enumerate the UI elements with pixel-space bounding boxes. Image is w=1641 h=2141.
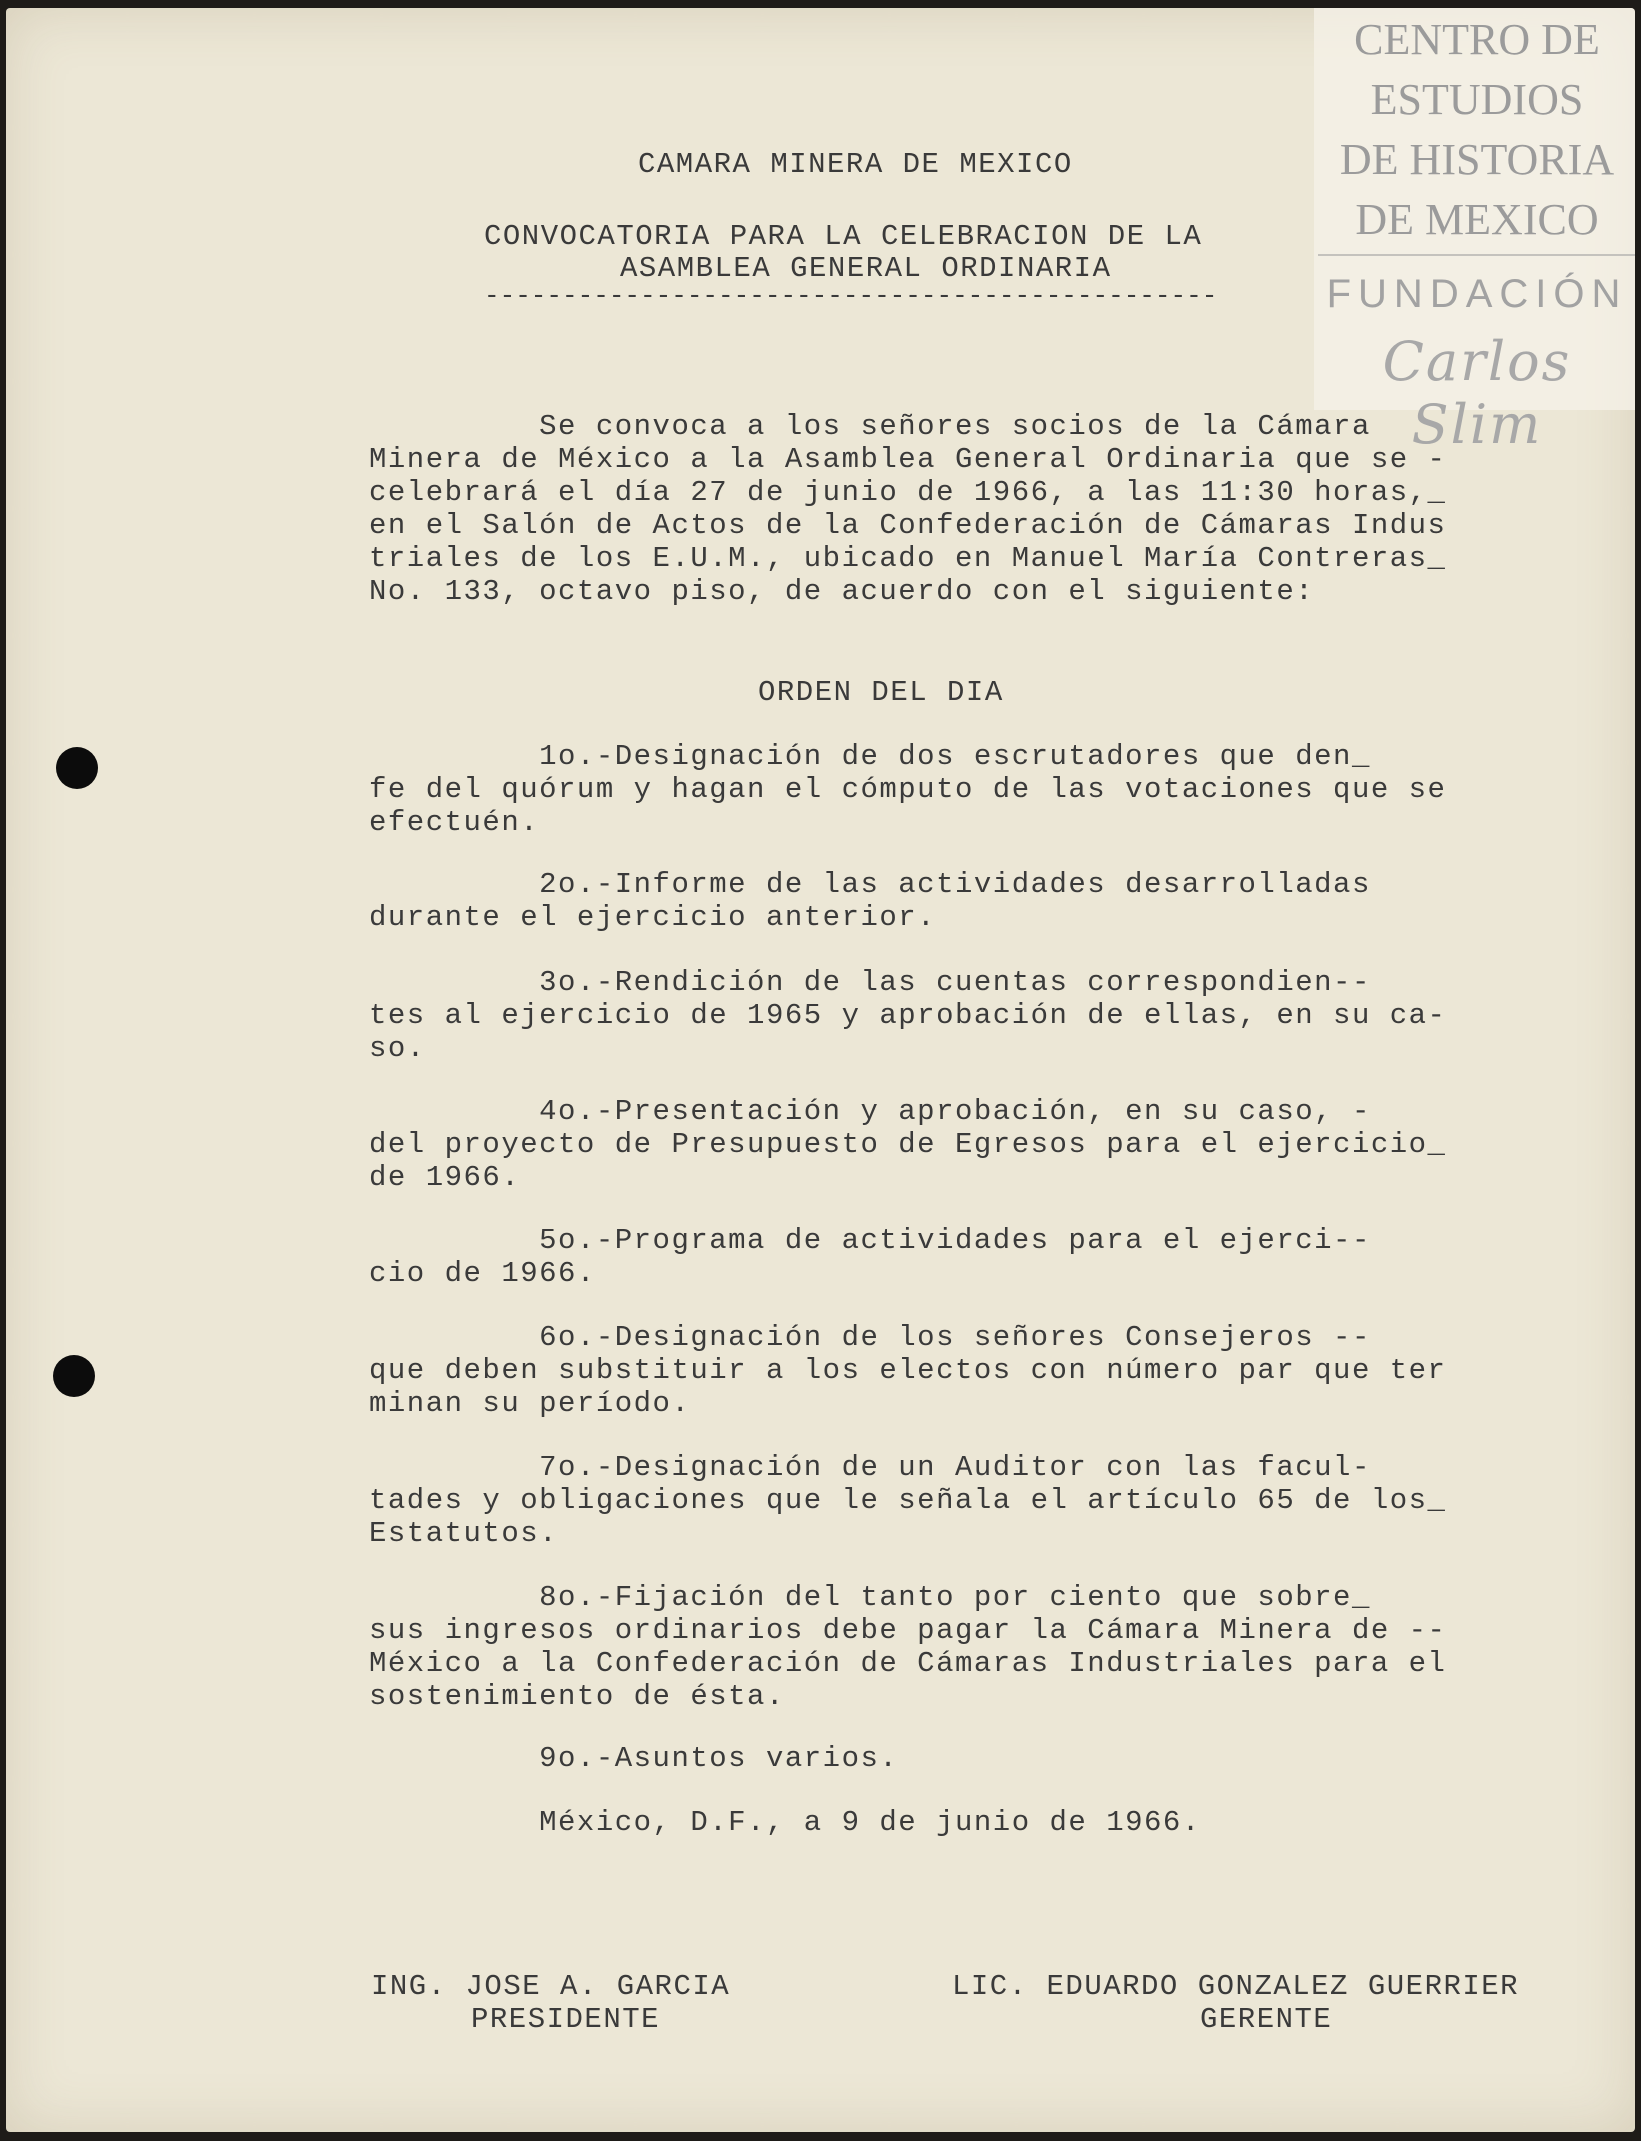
intro-line: celebrará el día 27 de junio de 1966, a las 11:30 horas,_ xyxy=(369,476,1447,509)
agenda-item-2-line: 2o.-Informe de las actividades desarrolladas xyxy=(369,868,1371,901)
intro-line: triales de los E.U.M., ubicado en Manuel María Contreras_ xyxy=(369,542,1447,575)
agenda-item-4 xyxy=(369,1095,1446,1194)
agenda-item-2 xyxy=(369,868,1371,934)
agenda-item-8-line: sus ingresos ordinarios debe pagar la Cámara Minera de -- xyxy=(369,1614,1447,1647)
agenda-item-1 xyxy=(369,740,1446,839)
agenda-item-7 xyxy=(369,1451,1446,1550)
document-page xyxy=(6,8,1635,2132)
watermark-line-4: DE MEXICO xyxy=(1355,195,1599,244)
signer-right-name: LIC. EDUARDO GONZALEZ GUERRIER xyxy=(952,1970,1520,2003)
archive-watermark xyxy=(1314,8,1635,456)
watermark-divider xyxy=(1318,254,1635,256)
watermark-fundacion: FUNDACIÓN xyxy=(1326,272,1628,316)
agenda-item-3 xyxy=(369,966,1446,1065)
agenda-item-1-line: efectuén. xyxy=(369,806,540,839)
date-line: México, D.F., a 9 de junio de 1966. xyxy=(369,1806,1201,1839)
watermark-line-2: ESTUDIOS xyxy=(1370,75,1584,124)
agenda-item-7-line: tades y obligaciones que le señala el artículo 65 de los_ xyxy=(369,1484,1447,1517)
agenda-item-6-line: minan su período. xyxy=(369,1387,691,1420)
intro-line: Se convoca a los señores socios de la Cámara xyxy=(369,410,1371,443)
intro-line: en el Salón de Actos de la Confederación de Cámaras Indus xyxy=(369,509,1447,542)
document-title-line-1: CONVOCATORIA PARA LA CELEBRACION DE LA xyxy=(484,220,1203,253)
watermark-line-1: CENTRO DE xyxy=(1354,15,1600,64)
watermark-signature: Carlos Slim xyxy=(1382,330,1572,456)
agenda-item-6 xyxy=(369,1321,1446,1420)
agenda-item-3-line: so. xyxy=(369,1032,426,1065)
agenda-item-6-line: 6o.-Designación de los señores Consejeros -- xyxy=(369,1321,1371,1354)
agenda-item-8-line: sostenimiento de ésta. xyxy=(369,1680,785,1713)
signer-right-title: GERENTE xyxy=(1200,2003,1333,2036)
title-rule: ----------------------------------------------- xyxy=(484,281,1218,311)
agenda-item-2-line: durante el ejercicio anterior. xyxy=(369,901,937,934)
intro-paragraph xyxy=(369,410,1446,608)
agenda-item-3-line: 3o.-Rendición de las cuentas correspondien-- xyxy=(369,966,1371,999)
signer-left-name: ING. JOSE A. GARCIA xyxy=(371,1970,731,2003)
document-title-line-2: ASAMBLEA GENERAL ORDINARIA xyxy=(620,252,1112,285)
agenda-item-6-line: que deben substituir a los electos con número par que ter xyxy=(369,1354,1447,1387)
agenda-item-8 xyxy=(369,1581,1446,1713)
agenda-item-4-line: de 1966. xyxy=(369,1161,521,1194)
watermark-line-3: DE HISTORIA xyxy=(1339,135,1615,184)
agenda-item-8-line: 8o.-Fijación del tanto por ciento que sobre_ xyxy=(369,1581,1371,1614)
organization-name: CAMARA MINERA DE MEXICO xyxy=(638,148,1073,181)
signer-left-title: PRESIDENTE xyxy=(471,2003,661,2036)
agenda-item-7-line: Estatutos. xyxy=(369,1517,559,1550)
intro-line: Minera de México a la Asamblea General Ordinaria que se - xyxy=(369,443,1447,476)
agenda-item-5 xyxy=(369,1224,1371,1290)
agenda-item-4-line: 4o.-Presentación y aprobación, en su caso, - xyxy=(369,1095,1371,1128)
punch-hole-top xyxy=(56,747,98,789)
agenda-item-9-line: 9o.-Asuntos varios. xyxy=(369,1742,899,1775)
agenda-item-1-line: fe del quórum y hagan el cómputo de las votaciones que se xyxy=(369,773,1447,806)
agenda-item-4-line: del proyecto de Presupuesto de Egresos para el ejercicio_ xyxy=(369,1128,1447,1161)
agenda-item-7-line: 7o.-Designación de un Auditor con las facul- xyxy=(369,1451,1371,1484)
punch-hole-bottom xyxy=(53,1355,95,1397)
agenda-title: ORDEN DEL DIA xyxy=(758,676,1004,709)
agenda-item-1-line: 1o.-Designación de dos escrutadores que den_ xyxy=(369,740,1371,773)
intro-line: No. 133, octavo piso, de acuerdo con el siguiente: xyxy=(369,575,1315,608)
agenda-item-5-line: 5o.-Programa de actividades para el ejerci-- xyxy=(369,1224,1371,1257)
agenda-item-9 xyxy=(369,1742,898,1775)
agenda-item-5-line: cio de 1966. xyxy=(369,1257,596,1290)
agenda-item-3-line: tes al ejercicio de 1965 y aprobación de ellas, en su ca- xyxy=(369,999,1447,1032)
agenda-item-8-line: México a la Confederación de Cámaras Industriales para el xyxy=(369,1647,1447,1680)
